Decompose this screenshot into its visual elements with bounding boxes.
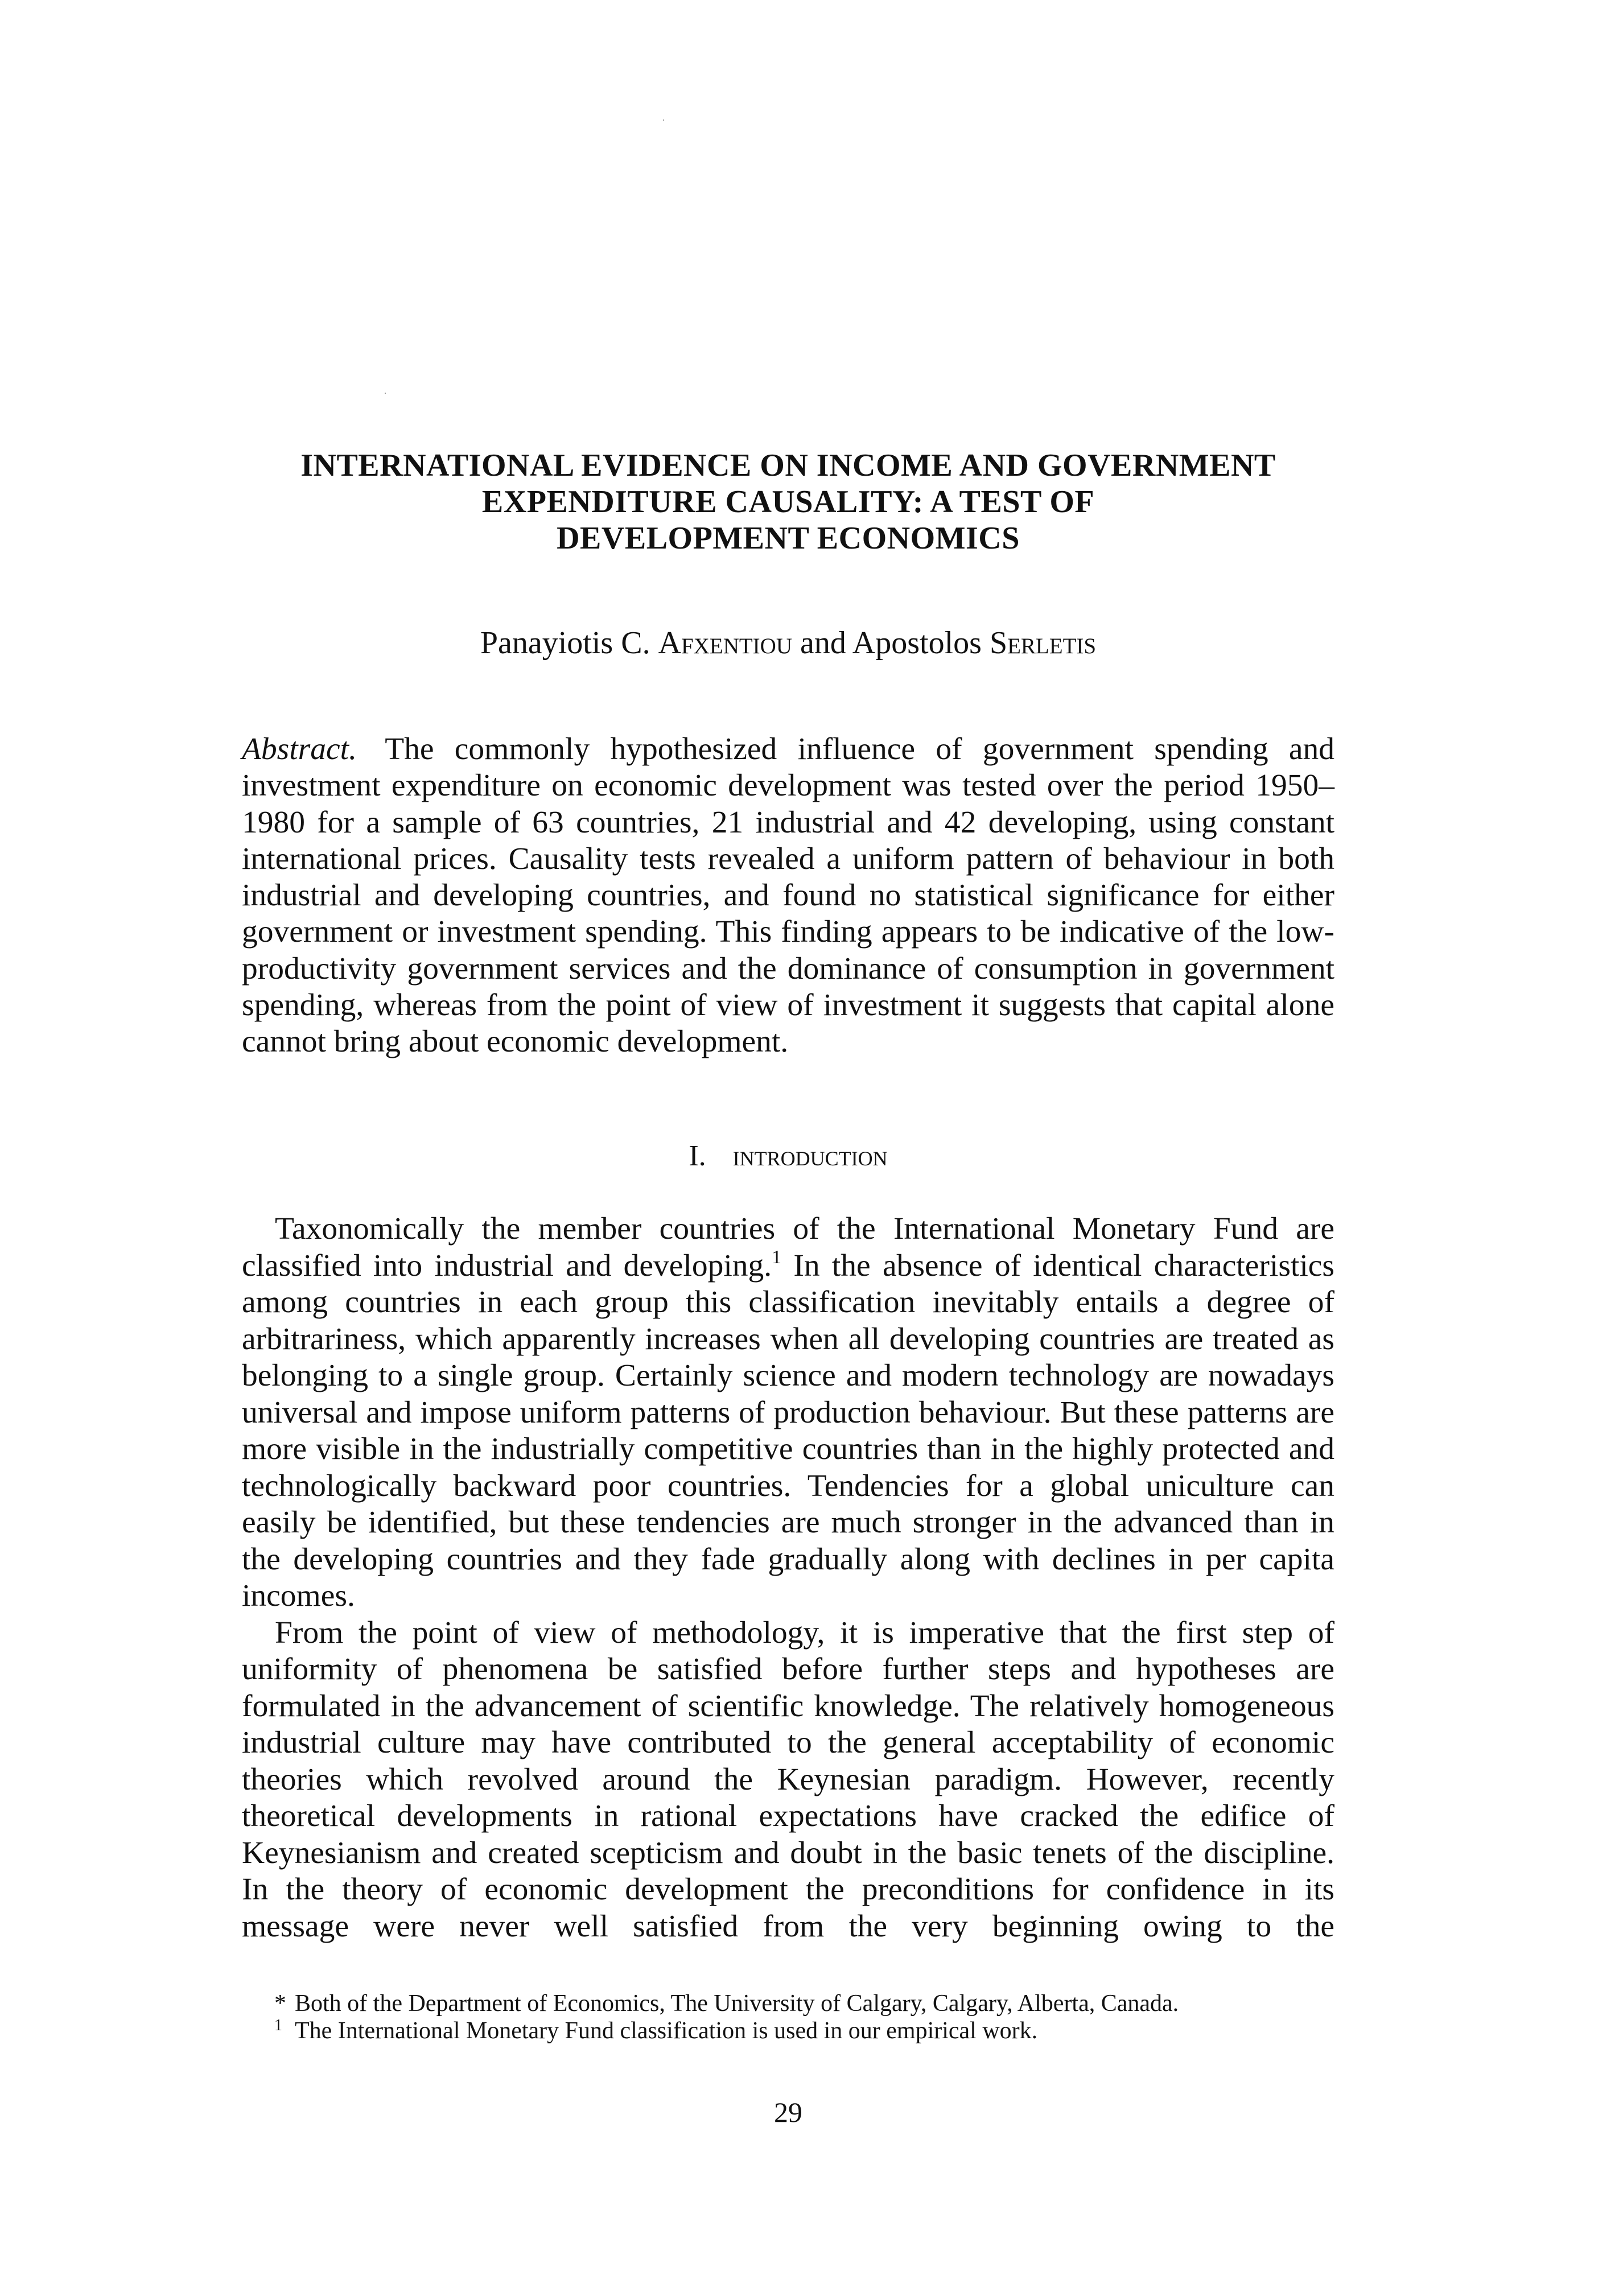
footnote-mark: * <box>274 1990 286 2017</box>
section-title: introduction <box>732 1140 888 1172</box>
author-line <box>242 625 1334 661</box>
title-line: INTERNATIONAL EVIDENCE ON INCOME AND GOVERNMENT <box>300 448 1276 483</box>
section-heading <box>242 1138 1334 1174</box>
footnote: 1 The International Monetary Fund classification is used in our empirical work. <box>274 2017 1038 2044</box>
paragraph-text: In the absence of identical characteristics among countries in each group this classification inevitably entails a degree of arbitrariness, which apparently increases when all developing countries are treated as belonging to a single group. Certainly science and modern technology are nowadays universal and impose uniform patterns of production behaviour. But these patterns are more visible in the industrially competitive countries than in the highly protected and technologically backward poor countries. Tendencies for a global uniculture can easily be identified, but these tendencies are much stronger in the advanced than in the developing countries and they fade gradually along with declines in per capita incomes. <box>242 1248 1335 1613</box>
title-line: EXPENDITURE CAUSALITY: A TEST OF <box>481 484 1095 520</box>
title-line: DEVELOPMENT ECONOMICS <box>557 521 1020 556</box>
author2-surname: Serletis <box>989 625 1097 661</box>
section-number: I. <box>689 1140 706 1172</box>
scan-speck <box>663 119 664 121</box>
footnotes <box>274 1990 1333 2044</box>
author1-surname: Afxentiou <box>658 625 793 661</box>
footnote-reference[interactable]: 1 <box>772 1246 782 1268</box>
author-conjunction: and <box>800 625 846 661</box>
paragraph-text: From the point of view of methodology, it is imperative that the first step of uniformity of phenomena be satisfied before further steps and hypotheses are formulated in the advancement of scientific knowledge. The relatively homogeneous industrial culture may have contributed to the general acceptability of economic theories which revolved around the Keynesian paradigm. However, recently theoretical developments in rational expectations have cracked the edifice of Keynesianism and created scepticism and doubt in the basic tenets of the discipline. In the theory of economic development the preconditions for confidence in its message were never well satisfied from the very beginning owing to the <box>242 1615 1334 1944</box>
footnote <box>274 1990 1333 2017</box>
page-number: 29 <box>774 2096 802 2128</box>
body-text <box>242 1211 1334 1945</box>
scan-speck <box>385 393 386 394</box>
abstract <box>242 731 1334 1061</box>
author1-given-name: Panayiotis C. <box>480 625 650 661</box>
footnote-text: Both of the Department of Economics, The University of Calgary, Calgary, Alberta, Canada. <box>295 1990 1179 2017</box>
paragraph <box>242 1615 1334 1945</box>
author2-given-name: Apostolos <box>852 625 982 661</box>
paper-title <box>242 447 1334 557</box>
abstract-text: The commonly hypothesized influence of government spending and investment expenditure on economic development was tested over the period 1950–1980 for a sample of 63 countries, 21 industrial and 42 developing, using constant international prices. Causality tests revealed a uniform pattern of behaviour in both industrial and developing countries, and found no statistical significance for either government or investment spending. This finding appears to be indicative of the low-productivity government services and the dominance of consumption in government spending, whereas from the point of view of investment it suggests that capital alone cannot bring about economic development. <box>242 732 1335 1060</box>
paragraph-text: Taxonomically the member countries of the International Monetary Fund are classified into industrial and developing. <box>242 1211 1334 1283</box>
abstract-label: Abstract. <box>242 732 357 766</box>
paragraph <box>242 1211 1334 1615</box>
footnote-text: The International Monetary Fund classification is used in our empirical work. <box>295 2018 1038 2044</box>
